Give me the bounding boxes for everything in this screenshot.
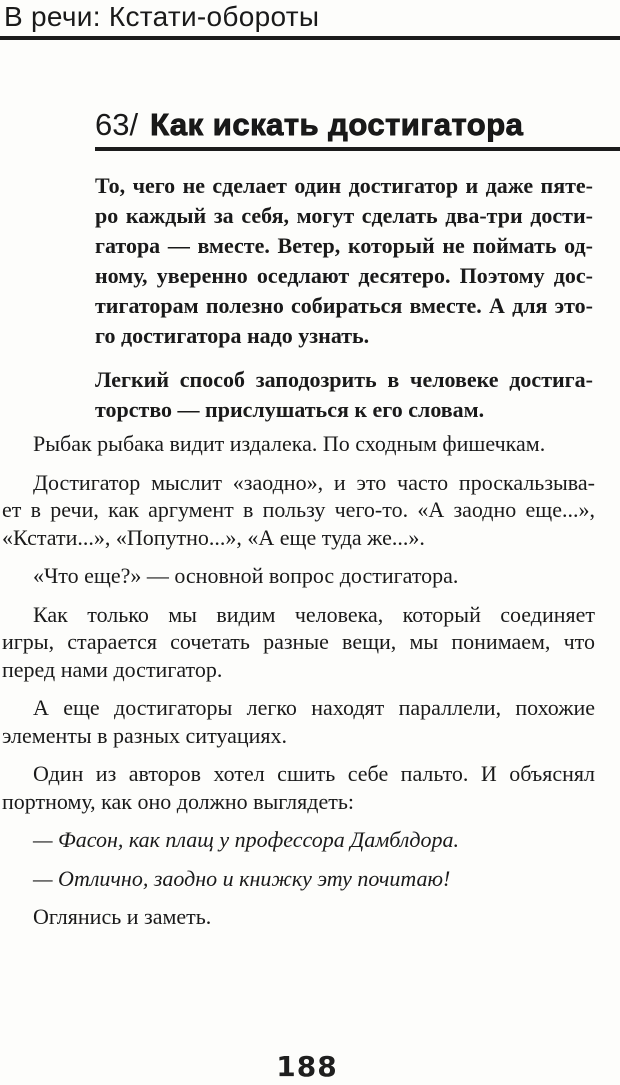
chapter-title: Как искать достигатора [150,107,524,142]
text-line: Легкий способ заподозрить в человеке достига- [95,367,593,392]
body-text-block [2,430,595,942]
text-line: А еще достигаторы легко находят параллели, похожие [33,695,595,720]
text-line: Рыбак рыбака видит издалека. По сходным фишечкам. [33,431,546,456]
text-line: ному, уверенно оседлают десятеро. Поэтому дос- [95,263,593,288]
text-line: «Что еще?» — основной вопрос достигатора. [33,563,459,588]
text-line: Достигатор мыслит «заодно», и это часто проскальзыва- [33,469,595,495]
text-line: — Отлично, заодно и книжку эту почитаю! [33,865,451,891]
text-line: игры, старается сочетать разные вещи, мы понимаем, что [2,629,595,654]
header-rule [0,36,620,40]
dialogue-line [2,865,595,893]
lead-block [95,171,593,439]
text-line: Один из авторов хотел сшить себе пальто. И объяснял [33,761,595,786]
text-line: ро каждый за себя, могут сделать два-три дости- [95,203,593,228]
body-paragraph [2,601,595,684]
text-line: го достигатора надо узнать. [95,323,370,348]
chapter-rule [95,147,620,151]
text-line: элементы в разных ситуациях. [2,722,288,748]
body-paragraph [2,562,595,590]
dialogue-line [2,826,595,854]
lead-paragraph [95,171,593,351]
chapter-number: 63/ [95,107,139,142]
text-line: «Кстати...», «Попутно...», «А еще туда же...». [2,524,425,550]
text-line: Оглянись и заметь. [33,904,212,929]
lead-paragraph [95,365,593,425]
text-line: ет в речи, как аргумент в пользу чего-то. «А заодно еще...», [2,497,595,522]
text-line: портному, как оно должно выглядеть: [2,788,354,814]
chapter-heading [95,108,523,142]
page-number: 188 [276,1050,338,1083]
body-paragraph [2,760,595,815]
body-paragraph [2,430,595,458]
running-header: В речи: Кстати-обороты [4,1,320,32]
text-line: перед нами достигатор. [2,656,223,682]
text-line: Как только мы видим человека, который соединяет [33,601,595,627]
text-line: тигаторам полезно собираться вместе. А для это- [95,293,593,318]
text-line: — Фасон, как плащ у профессора Дамблдора. [33,827,460,852]
body-paragraph [2,694,595,749]
text-line: гатора — вместе. Ветер, который не поймать од- [95,233,593,258]
text-line: торство — прислушаться к его словам. [95,397,485,422]
body-paragraph [2,903,595,931]
text-line: То, чего не сделает один достигатор и даже пяте- [95,173,593,198]
body-paragraph [2,469,595,552]
